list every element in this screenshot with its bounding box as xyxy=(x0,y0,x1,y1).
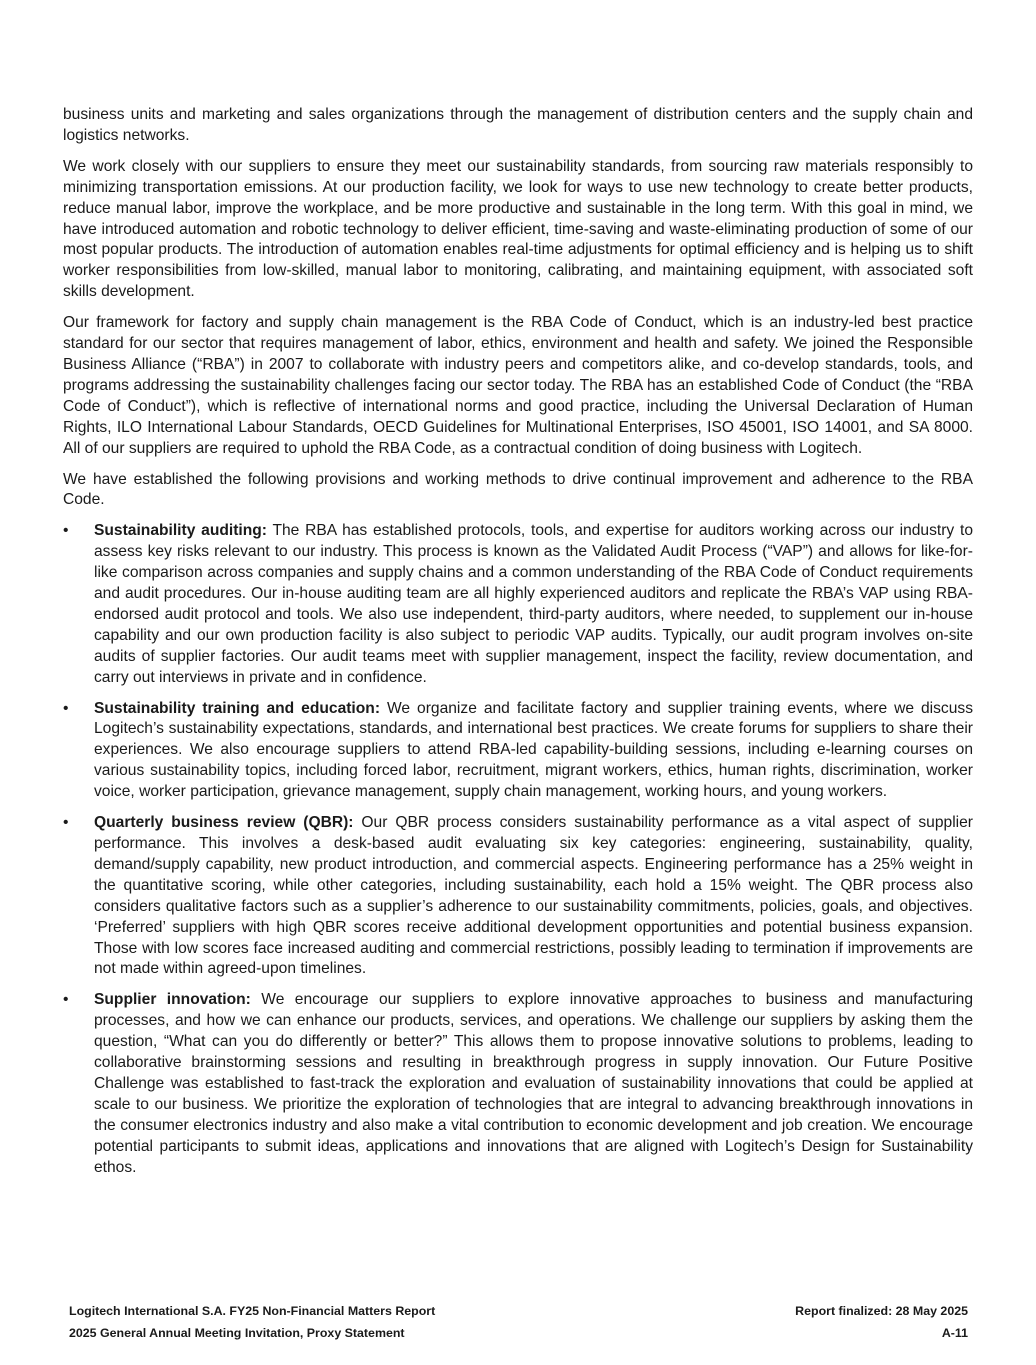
page-number: A-11 xyxy=(941,1326,968,1340)
bullet-icon: • xyxy=(63,522,69,540)
list-item-sustainability-auditing xyxy=(63,521,973,688)
page-content xyxy=(63,105,973,1189)
paragraph-provisions-intro: We have established the following provisions and working methods to drive continual improvement and adherence to the RBA Code. xyxy=(63,470,973,509)
provisions-list xyxy=(63,521,973,1178)
bullet-text: Our QBR process considers sustainability performance as a vital aspect of supplier performance. This involves a desk-based audit evaluating six key categories: engineering, sustainability, quality, demand/supply capability, new product introduction, and commercial aspects. Engineering performance has a 25% weight in the quantitative scoring, while other categories, including sustainability, each hold a 15% weight. The QBR process also considers qualitative factors such as a supplier’s adherence to our sustainability commitments, policies, goals, and objectives. ‘Preferred’ suppliers with high QBR scores receive additional development opportunities and potential business expansion. Those with low scores face increased auditing and commercial restrictions, possibly leading to termination if improvements are not made within agreed-upon timelines. xyxy=(94,814,973,978)
paragraph-rba-framework: Our framework for factory and supply chain management is the RBA Code of Conduct, which is an industry-led best practice standard for our sector that requires management of labor, ethics, environment and health and safety. We joined the Responsible Business Alliance (“RBA”) in 2007 to collaborate with industry peers and competitors alike, and co-develop standards, tools, and programs addressing the sustainability challenges facing our sector today. The RBA has an established Code of Conduct (the “RBA Code of Conduct”), which is reflective of international norms and good practice, including the Universal Declaration of Human Rights, ILO International Labour Standards, OECD Guidelines for Multinational Enterprises, ISO 45001, ISO 14001, and SA 8000. All of our suppliers are required to uphold the RBA Code, as a contractual condition of doing business with Logitech. xyxy=(63,314,973,457)
footer-meeting-title: 2025 General Annual Meeting Invitation, Proxy Statement xyxy=(69,1326,405,1340)
paragraph-supplier-sustainability: We work closely with our suppliers to ensure they meet our sustainability standards, from sourcing raw materials responsibly to minimizing transportation emissions. At our production facility, we look for ways to use new technology to create better products, reduce manual labor, improve the workplace, and be more productive and sustainable in the long term. With this goal in mind, we have introduced automation and robotic technology to deliver efficient, time-saving and waste-eliminating production of some of our most popular products. The introduction of automation enables real-time adjustments for optimal efficiency and is helping us to shift worker responsibilities from low-skilled, manual labor to monitoring, calibrating, and maintaining equipment, with associated soft skills development. xyxy=(63,157,973,301)
footer-row-top xyxy=(69,1300,968,1322)
bullet-title: Sustainability auditing: xyxy=(94,522,267,540)
list-item-training-education xyxy=(63,699,973,804)
bullet-icon: • xyxy=(63,991,69,1009)
bullet-title: Quarterly business review (QBR): xyxy=(94,814,354,832)
list-item-quarterly-business-review xyxy=(63,813,973,980)
page-footer xyxy=(69,1300,968,1344)
paragraph-supply-chain-intro: business units and marketing and sales organizations through the management of distribution centers and the supply chain and logistics networks. xyxy=(63,106,973,144)
bullet-text: We encourage our suppliers to explore innovative approaches to business and manufacturing processes, and how we can enhance our products, services, and operations. We challenge our suppliers by asking them the question, “What can you do differently or better?” This allows them to propose innovative solutions to problems, leading to collaborative brainstorming sessions and resulting in breakthrough progress in supply innovation. Our Future Positive Challenge was established to fast-track the exploration and evaluation of sustainability innovations that could be applied at scale to our business. We prioritize the exploration of technologies that are integral to advancing breakthrough innovations in the consumer electronics industry and also make a vital contribution to economic development and job creation. We encourage potential participants to submit ideas, applications and innovations that are aligned with Logitech’s Design for Sustainability ethos. xyxy=(94,991,973,1176)
bullet-icon: • xyxy=(63,814,69,832)
footer-row-bottom xyxy=(69,1322,968,1344)
bullet-text: We organize and facilitate factory and supplier training events, where we discuss Logitech’s sustainability expectations, standards, and international best practices. We create forums for suppliers to share their experiences. We also encourage suppliers to attend RBA-led capability-building sessions, including e-learning courses on various sustainability topics, including forced labor, recruitment, migrant workers, ethics, human rights, discrimination, worker voice, worker participation, grievance management, supply chain management, working hours, and young workers. xyxy=(94,699,973,801)
footer-report-finalized: Report finalized: 28 May 2025 xyxy=(795,1304,968,1318)
bullet-title: Supplier innovation: xyxy=(94,991,251,1009)
bullet-icon: • xyxy=(63,699,69,717)
bullet-title: Sustainability training and education: xyxy=(94,699,381,717)
footer-report-title: Logitech International S.A. FY25 Non-Financial Matters Report xyxy=(69,1304,436,1318)
bullet-text: The RBA has established protocols, tools, and expertise for auditors working across our industry to assess key risks relevant to our industry. This process is known as the Validated Audit Process (“VAP”) and allows for like-for-like comparison across companies and supply chains and a common understanding of the RBA Code of Conduct requirements and audit procedures. Our in-house auditing team are all highly experienced auditors and replicate the RBA’s VAP using RBA-endorsed audit protocol and tools. We also use independent, third-party auditors, where needed, to supplement our in-house capability and our own production facility is also subject to periodic VAP audits. Typically, our audit program involves on-site audits of supplier factories. Our audit teams meet with supplier management, inspect the facility, review documentation, and carry out interviews in private and in confidence. xyxy=(94,522,973,686)
list-item-supplier-innovation xyxy=(63,990,973,1178)
